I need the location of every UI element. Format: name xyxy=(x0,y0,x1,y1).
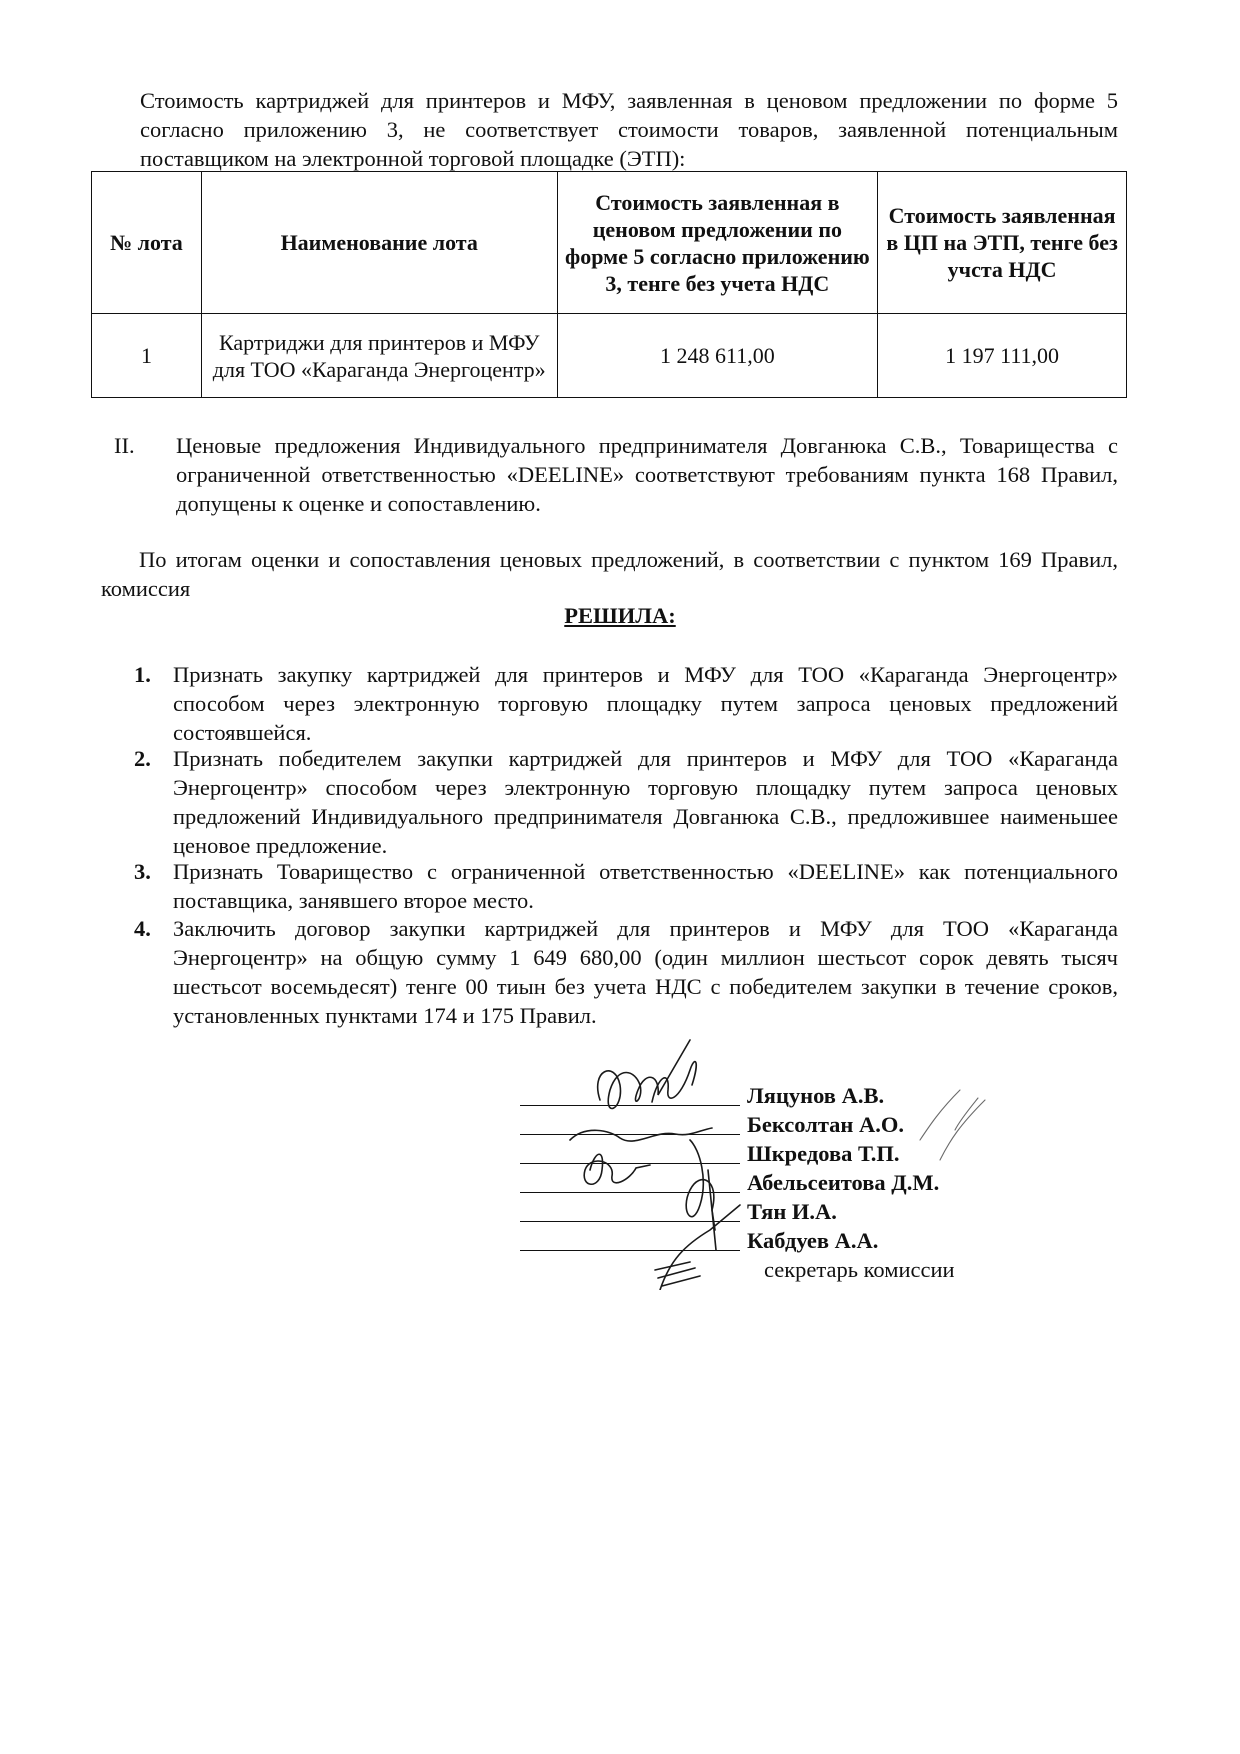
cell-etp-cost: 1 197 111,00 xyxy=(878,314,1127,398)
intro-paragraph: Стоимость картриджей для принтеров и МФУ, заявленная в ценовом предложении по форме 5 согласно приложению 3, не соответствует стоимости товаров, заявленной потенциальным поставщиком на электронной торговой площадке (ЭТП): xyxy=(140,88,1118,171)
decision-number: 2. xyxy=(134,746,151,771)
handwritten-signatures xyxy=(540,1030,1060,1290)
header-lot-name: Наименование лота xyxy=(201,172,557,314)
secretary-role: секретарь комиссии xyxy=(764,1257,955,1282)
cell-form5-cost: 1 248 611,00 xyxy=(557,314,878,398)
header-etp-cost: Стоимость заявленная в ЦП на ЭТП, тенге без учста НДС xyxy=(878,172,1127,314)
decision-number: 3. xyxy=(134,859,151,884)
decision-heading: РЕШИЛА: xyxy=(564,603,676,628)
section-number: II. xyxy=(114,433,135,458)
signatory-name: Ляцунов А.В. xyxy=(747,1083,885,1108)
cell-lot-name: Картриджи для принтеров и МФУ для ТОО «Караганда Энергоцентр» xyxy=(201,314,557,398)
decision-item xyxy=(134,660,1118,747)
decision-number: 4. xyxy=(134,916,151,941)
table-header-row xyxy=(92,172,1127,314)
decision-text: Признать победителем закупки картриджей для принтеров и МФУ для ТОО «Караганда Энергоцентр» способом через электронную торговую площадку путем запроса ценовых предложений Индивидуального предпринимателя Довганюка С.В., предложившее наименьшее ценовое предложение. xyxy=(173,746,1118,858)
lots-table xyxy=(91,171,1127,398)
decision-item xyxy=(134,857,1118,915)
header-form5-cost: Стоимость заявленная в ценовом предложении по форме 5 согласно приложению 3, тенге без учета НДС xyxy=(557,172,878,314)
signatory-name: Шкредова Т.П. xyxy=(747,1141,900,1166)
section-2-paragraph: Ценовые предложения Индивидуального предпринимателя Довганюка С.В., Товарищества с ограниченной ответственностью «DEELINE» соответствуют требованиям пункта 168 Правил, допущены к оценке и сопоставлению. xyxy=(176,433,1118,516)
decision-text: Признать закупку картриджей для принтеров и МФУ для ТОО «Караганда Энергоцентр» способом через электронную торговую площадку путем запроса ценовых предложений состоявшейся. xyxy=(173,662,1118,745)
decision-text: Признать Товарищество с ограниченной ответственностью «DEELINE» как потенциального поставщика, занявшего второе место. xyxy=(173,859,1118,913)
signatory-name: Абельсеитова Д.М. xyxy=(747,1170,940,1195)
cell-lot-number: 1 xyxy=(92,314,202,398)
decision-item xyxy=(134,914,1118,1030)
header-lot-number: № лота xyxy=(92,172,202,314)
signatory-name: Кабдуев А.А. xyxy=(747,1228,879,1253)
summary-paragraph: По итогам оценки и сопоставления ценовых предложений, в соответствии с пунктом 169 Правил, комиссия xyxy=(101,547,1118,601)
signatory-name: Бексолтан А.О. xyxy=(747,1112,904,1137)
decision-item xyxy=(134,744,1118,860)
table-row xyxy=(92,314,1127,398)
decision-number: 1. xyxy=(134,662,151,687)
decision-text: Заключить договор закупки картриджей для принтеров и МФУ для ТОО «Караганда Энергоцентр» на общую сумму 1 649 680,00 (один миллион шестьсот сорок девять тысяч шестьсот восемьдесят) тенге 00 тиын без учета НДС с победителем закупки в течение сроков, установленных пунктами 174 и 175 Правил. xyxy=(173,916,1118,1028)
signatory-name: Тян И.А. xyxy=(747,1199,837,1224)
